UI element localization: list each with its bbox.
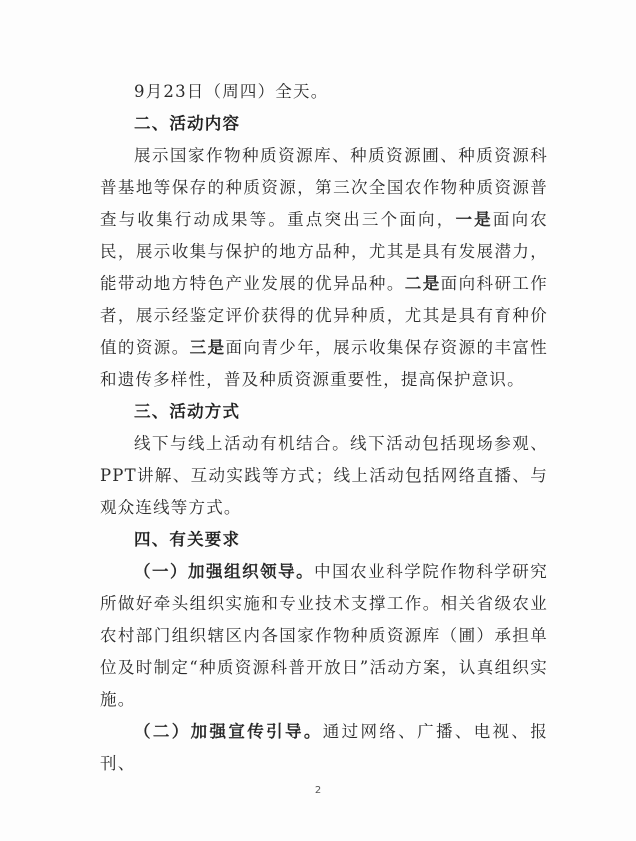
text-run: 面向青少年，展示收集保存资源的丰富性和遗传多样性，普及种质资源重要性，提高保护意识。: [100, 338, 549, 389]
requirement-item-2-title: （二）加强宣传引导。: [134, 722, 323, 741]
document-body: [100, 76, 548, 780]
section-heading-activity-content: 二、活动内容: [134, 114, 241, 133]
text-run: 面向农民，展示收集与保护的地方品种，尤其是具有发展潜力，能带动地方特色产业发展的优异品种。: [100, 210, 548, 293]
requirement-item-1: [100, 556, 548, 716]
requirement-item-2-body: 通过网络、广播、电视、报刊、: [100, 722, 549, 773]
activity-method-paragraph: 线下与线上活动有机结合。线下活动包括现场参观、PPT讲解、互动实践等方式；线上活动包括网络直播、与观众连线等方式。: [100, 434, 548, 517]
emphasis-third: 三是: [189, 338, 226, 357]
activity-content-paragraph: [100, 140, 548, 396]
requirement-item-1-body: 中国农业科学院作物科学研究所做好牵头组织实施和专业技术支撑工作。相关省级农业农村部门组织辖区内各国家作物种质资源库（圃）承担单位及时制定“种质资源科普开放日”活动方案，认真组织实施。: [100, 562, 548, 709]
requirement-item-2: [100, 716, 548, 780]
emphasis-first: 一是: [455, 210, 493, 229]
emphasis-second: 二是: [404, 274, 441, 293]
text-run: 面向科研工作者，展示经鉴定评价获得的优异种质，尤其是具有育种价值的资源。: [100, 274, 548, 357]
section-heading-requirements: 四、有关要求: [134, 530, 241, 549]
section-heading-activity-method: 三、活动方式: [134, 402, 241, 421]
page-number: 2: [314, 785, 322, 796]
requirement-item-1-title: （一）加强组织领导。: [134, 562, 315, 581]
text-run: 展示国家作物种质资源库、种质资源圃、种质资源科普基地等保存的种质资源，第三次全国农作物种质资源普查与收集行动成果等。重点突出三个面向，: [100, 146, 548, 229]
date-line: 9月23日（周四）全天。: [134, 82, 329, 101]
